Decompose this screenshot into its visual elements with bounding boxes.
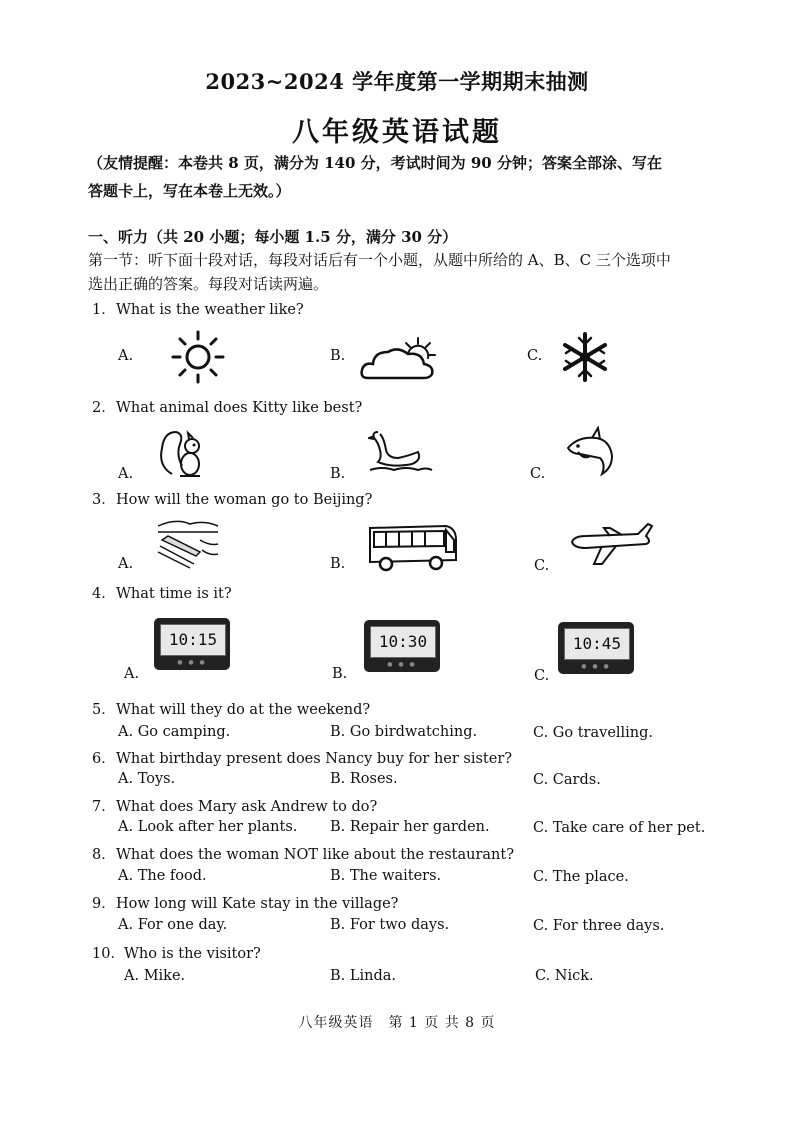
option-a: A. Mike. <box>124 968 186 984</box>
question-8 <box>92 843 514 864</box>
option-b: B. Linda. <box>330 968 397 984</box>
dolphin-icon <box>564 426 620 478</box>
snowflake-icon <box>556 330 614 384</box>
sun-icon <box>170 330 226 384</box>
option-b: B. Repair her garden. <box>330 819 490 835</box>
option-c-label: C. <box>534 668 550 684</box>
option-b: B. For two days. <box>330 917 450 933</box>
clock-display-b: 10:30 ● ● ● <box>364 620 440 672</box>
question-1 <box>92 298 304 319</box>
page-footer: 八年级英语 第 1 页 共 8 页 <box>298 1015 496 1031</box>
question-6 <box>92 747 512 768</box>
option-b-label: B. <box>330 466 346 482</box>
question-number: 2． <box>92 400 116 416</box>
question-number: 7． <box>92 799 116 815</box>
question-text: What does Mary ask Andrew to do? <box>116 799 378 815</box>
question-4 <box>92 582 232 603</box>
option-c-label: C. <box>534 558 550 574</box>
option-a-label: A. <box>118 466 134 482</box>
option-b-label: B. <box>330 348 346 364</box>
question-number: 5． <box>92 702 116 718</box>
question-number: 10． <box>92 946 125 962</box>
cloudy-sun-icon <box>360 336 440 382</box>
question-3 <box>92 488 372 509</box>
option-c: C. Cards. <box>533 772 601 788</box>
clock-time: 10:15 <box>160 624 226 656</box>
option-b: B. Roses. <box>330 771 398 787</box>
clock-time: 10:30 <box>370 626 436 658</box>
option-a: A. For one day. <box>118 917 228 933</box>
exam-subtitle: 八年级英语试题 <box>292 117 502 148</box>
question-text: What time is it? <box>116 586 232 602</box>
question-5 <box>92 698 370 719</box>
option-b-label: B. <box>330 556 346 572</box>
option-a: A. Toys. <box>118 771 176 787</box>
question-number: 3． <box>92 492 116 508</box>
train-icon <box>156 516 220 570</box>
section-instruction-2: 选出正确的答案。每段对话读两遍。 <box>88 275 329 293</box>
option-c-label: C. <box>530 466 546 482</box>
question-number: 9． <box>92 896 116 912</box>
option-c-label: C. <box>527 348 543 364</box>
question-10 <box>92 942 261 963</box>
question-text: Who is the visitor? <box>124 946 261 962</box>
squirrel-icon <box>158 426 208 480</box>
option-c: C. Take care of her pet. <box>533 820 706 836</box>
option-a-label: A. <box>124 666 140 682</box>
question-text: What will they do at the weekend? <box>116 702 371 718</box>
option-c: C. Go travelling. <box>533 725 654 741</box>
exam-title: 2023~2024 学年度第一学期期末抽测 <box>205 69 589 94</box>
question-text: What animal does Kitty like best? <box>116 400 363 416</box>
notice-line-1: （友情提醒：本卷共 8 页，满分为 140 分，考试时间为 90 分钟；答案全部涂、写在 <box>88 154 662 172</box>
option-a-label: A. <box>118 348 134 364</box>
clock-display-c: 10:45 ● ● ● <box>558 622 634 674</box>
question-text: What is the weather like? <box>116 302 304 318</box>
question-number: 8． <box>92 847 116 863</box>
question-7 <box>92 795 377 816</box>
swan-icon <box>368 428 434 474</box>
option-c: C. The place. <box>533 869 629 885</box>
option-b: B. The waiters. <box>330 868 442 884</box>
option-a-label: A. <box>118 556 134 572</box>
option-b: B. Go birdwatching. <box>330 724 478 740</box>
clock-time: 10:45 <box>564 628 630 660</box>
question-9 <box>92 892 398 913</box>
option-a: A. Go camping. <box>118 724 231 740</box>
question-2 <box>92 396 362 417</box>
question-text: How will the woman go to Beijing? <box>116 492 373 508</box>
question-number: 1． <box>92 302 116 318</box>
option-c: C. For three days. <box>533 918 665 934</box>
section-instruction-1: 第一节：听下面十段对话，每段对话后有一个小题，从题中所给的 A、B、C 三个选项中 <box>88 251 671 269</box>
bus-icon <box>366 522 458 572</box>
section-heading: 一、听力（共 20 小题；每小题 1.5 分，满分 30 分） <box>88 228 458 246</box>
clock-display-a: 10:15 ● ● ● <box>154 618 230 670</box>
notice-line-2: 答题卡上，写在本卷上无效。） <box>88 182 291 200</box>
airplane-icon <box>568 520 654 570</box>
option-c: C. Nick. <box>535 968 594 984</box>
option-a: A. Look after her plants. <box>118 819 298 835</box>
option-a: A. The food. <box>118 868 207 884</box>
question-number: 6． <box>92 751 116 767</box>
question-number: 4． <box>92 586 116 602</box>
question-text: How long will Kate stay in the village? <box>116 896 399 912</box>
option-b-label: B. <box>332 666 348 682</box>
question-text: What does the woman NOT like about the restaurant? <box>116 847 514 863</box>
question-text: What birthday present does Nancy buy for her sister? <box>116 751 513 767</box>
